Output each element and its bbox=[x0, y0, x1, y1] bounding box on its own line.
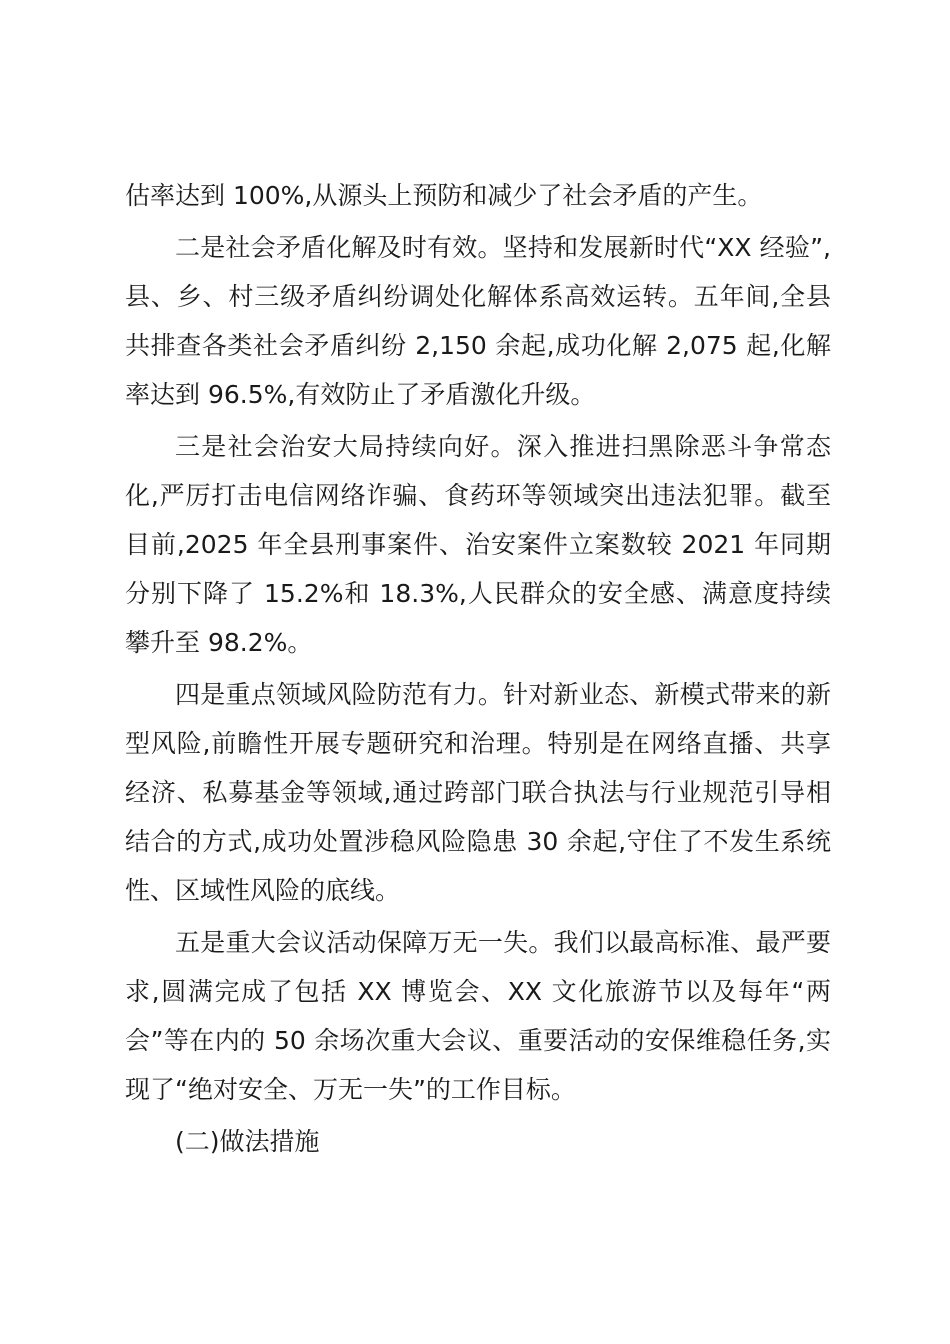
paragraph-dispute-resolution: 二是社会矛盾化解及时有效。坚持和发展新时代“XX 经验”,县、乡、村三级矛盾纠纷调处化解体系高效运转。五年间,全县共排查各类社会矛盾纠纷 2,150 余起,成功化解 2,075 起,化解率达到 96.5%,有效防止了矛盾激化升级。 bbox=[125, 233, 831, 409]
paragraph-risk-prevention: 四是重点领域风险防范有力。针对新业态、新模式带来的新型风险,前瞻性开展专题研究和治理。特别是在网络直播、共享经济、私募基金等领域,通过跨部门联合执法与行业规范引导相结合的方式,成功处置涉稳风险隐患 30 余起,守住了不发生系统性、区域性风险的底线。 bbox=[125, 680, 831, 905]
document-body bbox=[125, 171, 831, 1166]
paragraph-continuation: 估率达到 100%,从源头上预防和减少了社会矛盾的产生。 bbox=[125, 181, 763, 210]
paragraph-public-security: 三是社会治安大局持续向好。深入推进扫黑除恶斗争常态化,严厉打击电信网络诈骗、食药环等领域突出违法犯罪。截至目前,2025 年全县刑事案件、治安案件立案数较 2021 年同期分别下降了 15.2%和 18.3%,人民群众的安全感、满意度持续攀升至 98.2%。 bbox=[125, 432, 831, 657]
section-heading: (二)做法措施 bbox=[175, 1127, 320, 1156]
paragraph-event-security: 五是重大会议活动保障万无一失。我们以最高标准、最严要求,圆满完成了包括 XX 博览会、XX 文化旅游节以及每年“两会”等在内的 50 余场次重大会议、重要活动的安保维稳任务,实现了“绝对安全、万无一失”的工作目标。 bbox=[125, 928, 831, 1104]
